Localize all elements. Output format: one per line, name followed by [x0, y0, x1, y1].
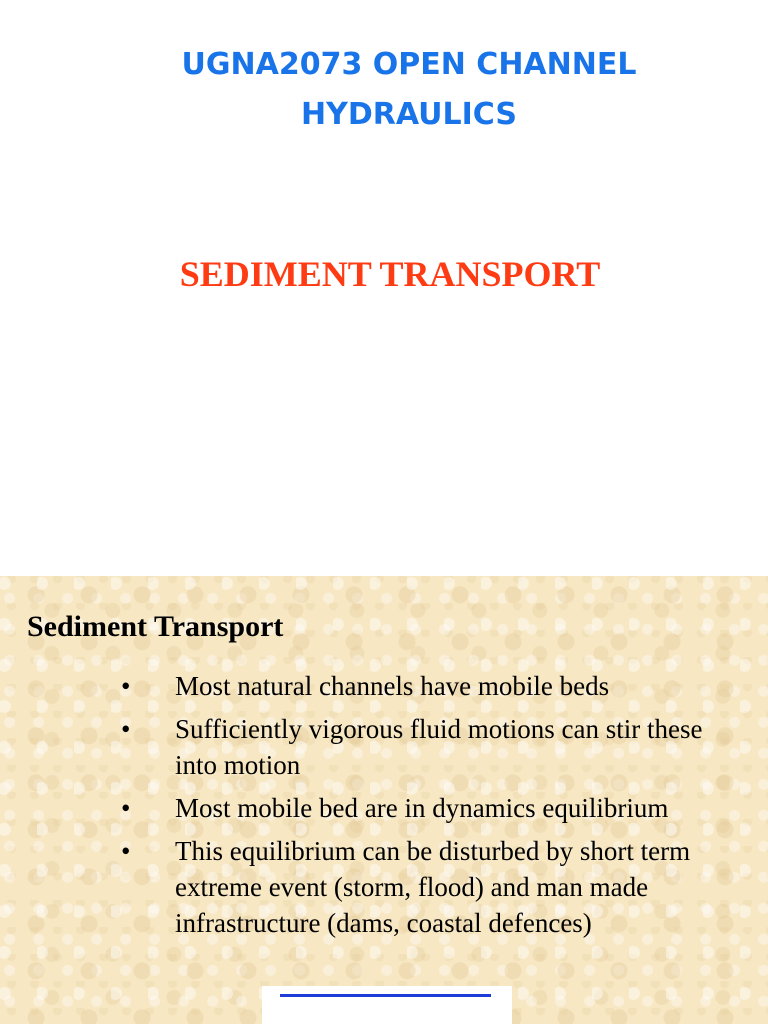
bullet-item: [0, 668, 743, 704]
slide-heading: Sediment Transport: [27, 610, 284, 643]
bullet-dot-icon: •: [121, 714, 131, 744]
bullet-text: This equilibrium can be disturbed by short term extreme event (storm, flood) and man made infrastructure (dams, coastal defences): [175, 836, 691, 938]
content-slide: [0, 576, 768, 1024]
course-title-line-1: UGNA2073 OPEN CHANNEL: [181, 47, 637, 82]
bullet-item: [0, 711, 743, 783]
bullet-text: Most mobile bed are in dynamics equilibrium: [175, 793, 669, 823]
bullet-item: [0, 833, 743, 941]
footer-rule: [280, 994, 491, 997]
footer-strip: [262, 986, 512, 1024]
bullet-dot-icon: •: [121, 671, 131, 701]
bullet-dot-icon: •: [121, 836, 131, 866]
bullet-item: [0, 790, 743, 826]
bullet-dot-icon: •: [121, 793, 131, 823]
course-title-line-2: HYDRAULICS: [301, 97, 517, 132]
bullet-text: Sufficiently vigorous fluid motions can stir these into motion: [175, 714, 703, 780]
bullet-list: [0, 668, 768, 948]
course-title: [0, 40, 768, 140]
bullet-text: Most natural channels have mobile beds: [175, 671, 610, 701]
slide-subtitle: SEDIMENT TRANSPORT: [179, 254, 601, 294]
